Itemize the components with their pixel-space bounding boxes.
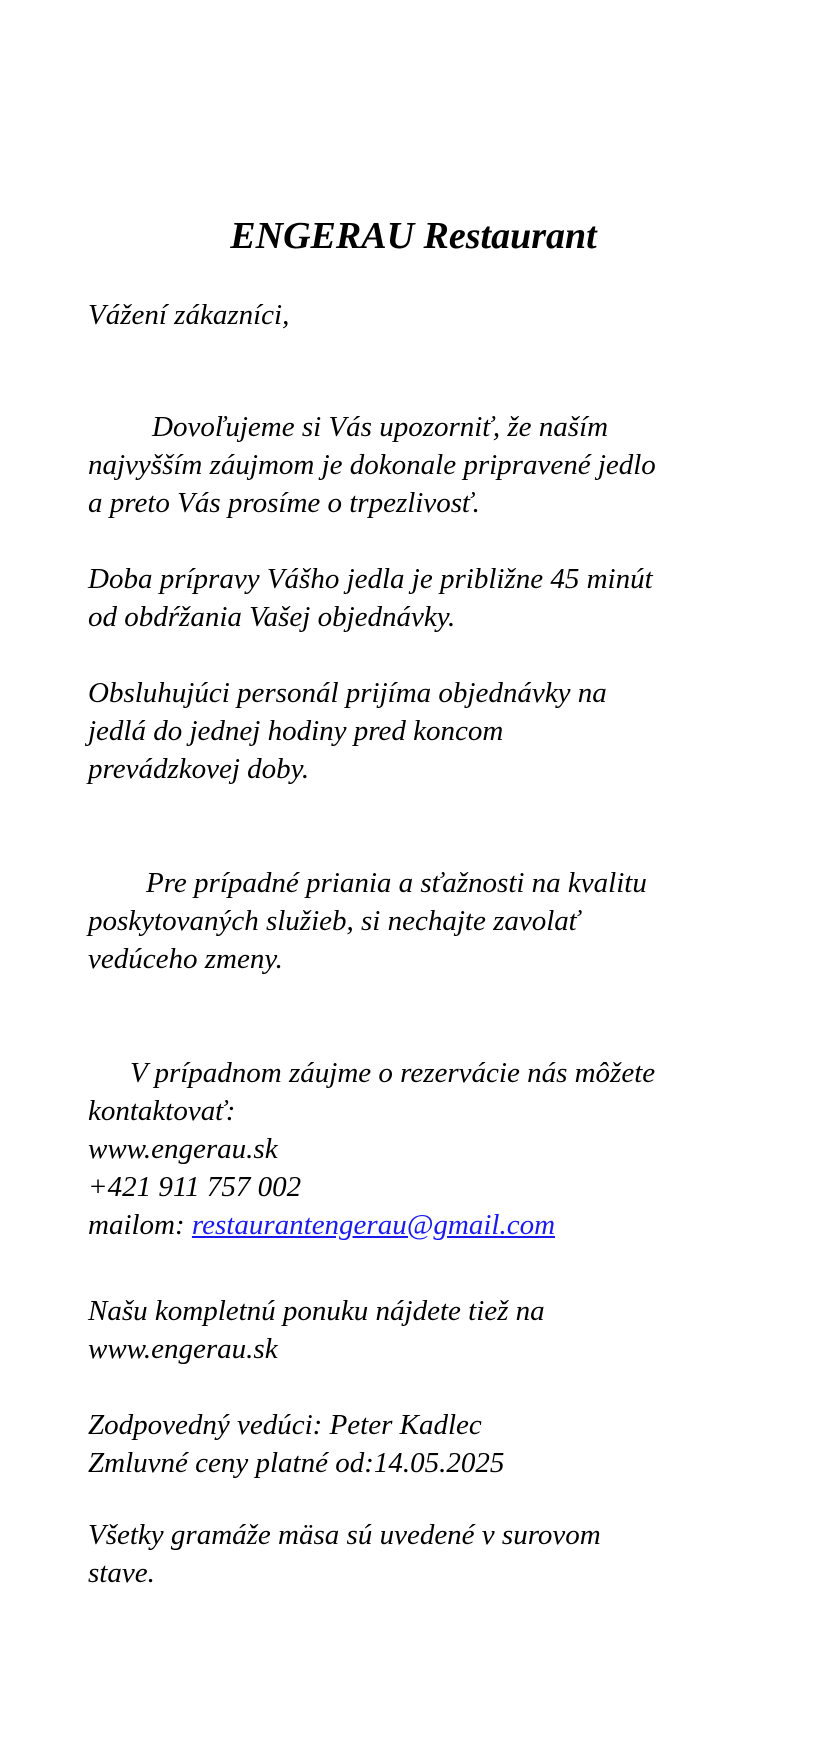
meat-weight-note (88, 1516, 768, 1592)
paragraph-line: od obdŕžania Vašej objednávky. (88, 601, 456, 633)
meat-note-line: Všetky gramáže mäsa sú uvedené v surovom (88, 1519, 601, 1551)
meat-note-line: stave. (88, 1557, 155, 1589)
paragraph-order-hours (88, 674, 768, 788)
paragraph-line: Dovoľujeme si Vás upozorniť, že naším (152, 411, 609, 443)
paragraph-line: Pre prípadné priania a sťažnosti na kvalitu (146, 867, 647, 899)
paragraph-line: najvyšším záujmom je dokonale pripravené jedlo (88, 449, 656, 481)
email-link[interactable]: restaurantengerau@gmail.com (191, 1209, 556, 1241)
manager-name: Zodpovedný vedúci: Peter Kadlec (88, 1409, 482, 1441)
paragraph-line: poskytovaných služieb, si nechajte zavolať (88, 905, 580, 937)
paragraph-line: vedúceho zmeny. (88, 943, 283, 975)
prices-valid-date: Zmluvné ceny platné od:14.05.2025 (88, 1447, 505, 1479)
paragraph-line: a preto Vás prosíme o trpezlivosť. (88, 487, 480, 519)
contact-website: www.engerau.sk (88, 1133, 278, 1165)
greeting-text: Vážení zákazníci, (88, 299, 290, 331)
manager-info (88, 1406, 768, 1482)
paragraph-line: Doba prípravy Vášho jedla je približne 45 minút (88, 563, 653, 595)
paragraph-preparation-time (88, 560, 768, 636)
menu-note-line: Našu kompletnú ponuku nájdete tiež na (88, 1295, 545, 1327)
paragraph-complaints (88, 864, 768, 978)
contact-intro-line: kontaktovať: (88, 1095, 236, 1127)
paragraph-line: Obsluhujúci personál prijíma objednávky na (88, 677, 607, 709)
menu-note-line: www.engerau.sk (88, 1333, 278, 1365)
page-title: ENGERAU Restaurant (230, 215, 597, 257)
contact-email-row (88, 1206, 768, 1244)
paragraph-line: jedlá do jednej hodiny pred koncom (88, 715, 504, 747)
contact-phone: +421 911 757 002 (88, 1171, 302, 1203)
contact-section (88, 1054, 768, 1244)
menu-note (88, 1292, 768, 1368)
greeting (88, 296, 768, 334)
paragraph-preparation-notice (88, 408, 768, 522)
contact-intro-line: V prípadnom záujme o rezervácie nás môžete (130, 1057, 656, 1089)
email-label: mailom: (88, 1209, 192, 1241)
paragraph-line: prevádzkovej doby. (88, 753, 310, 785)
